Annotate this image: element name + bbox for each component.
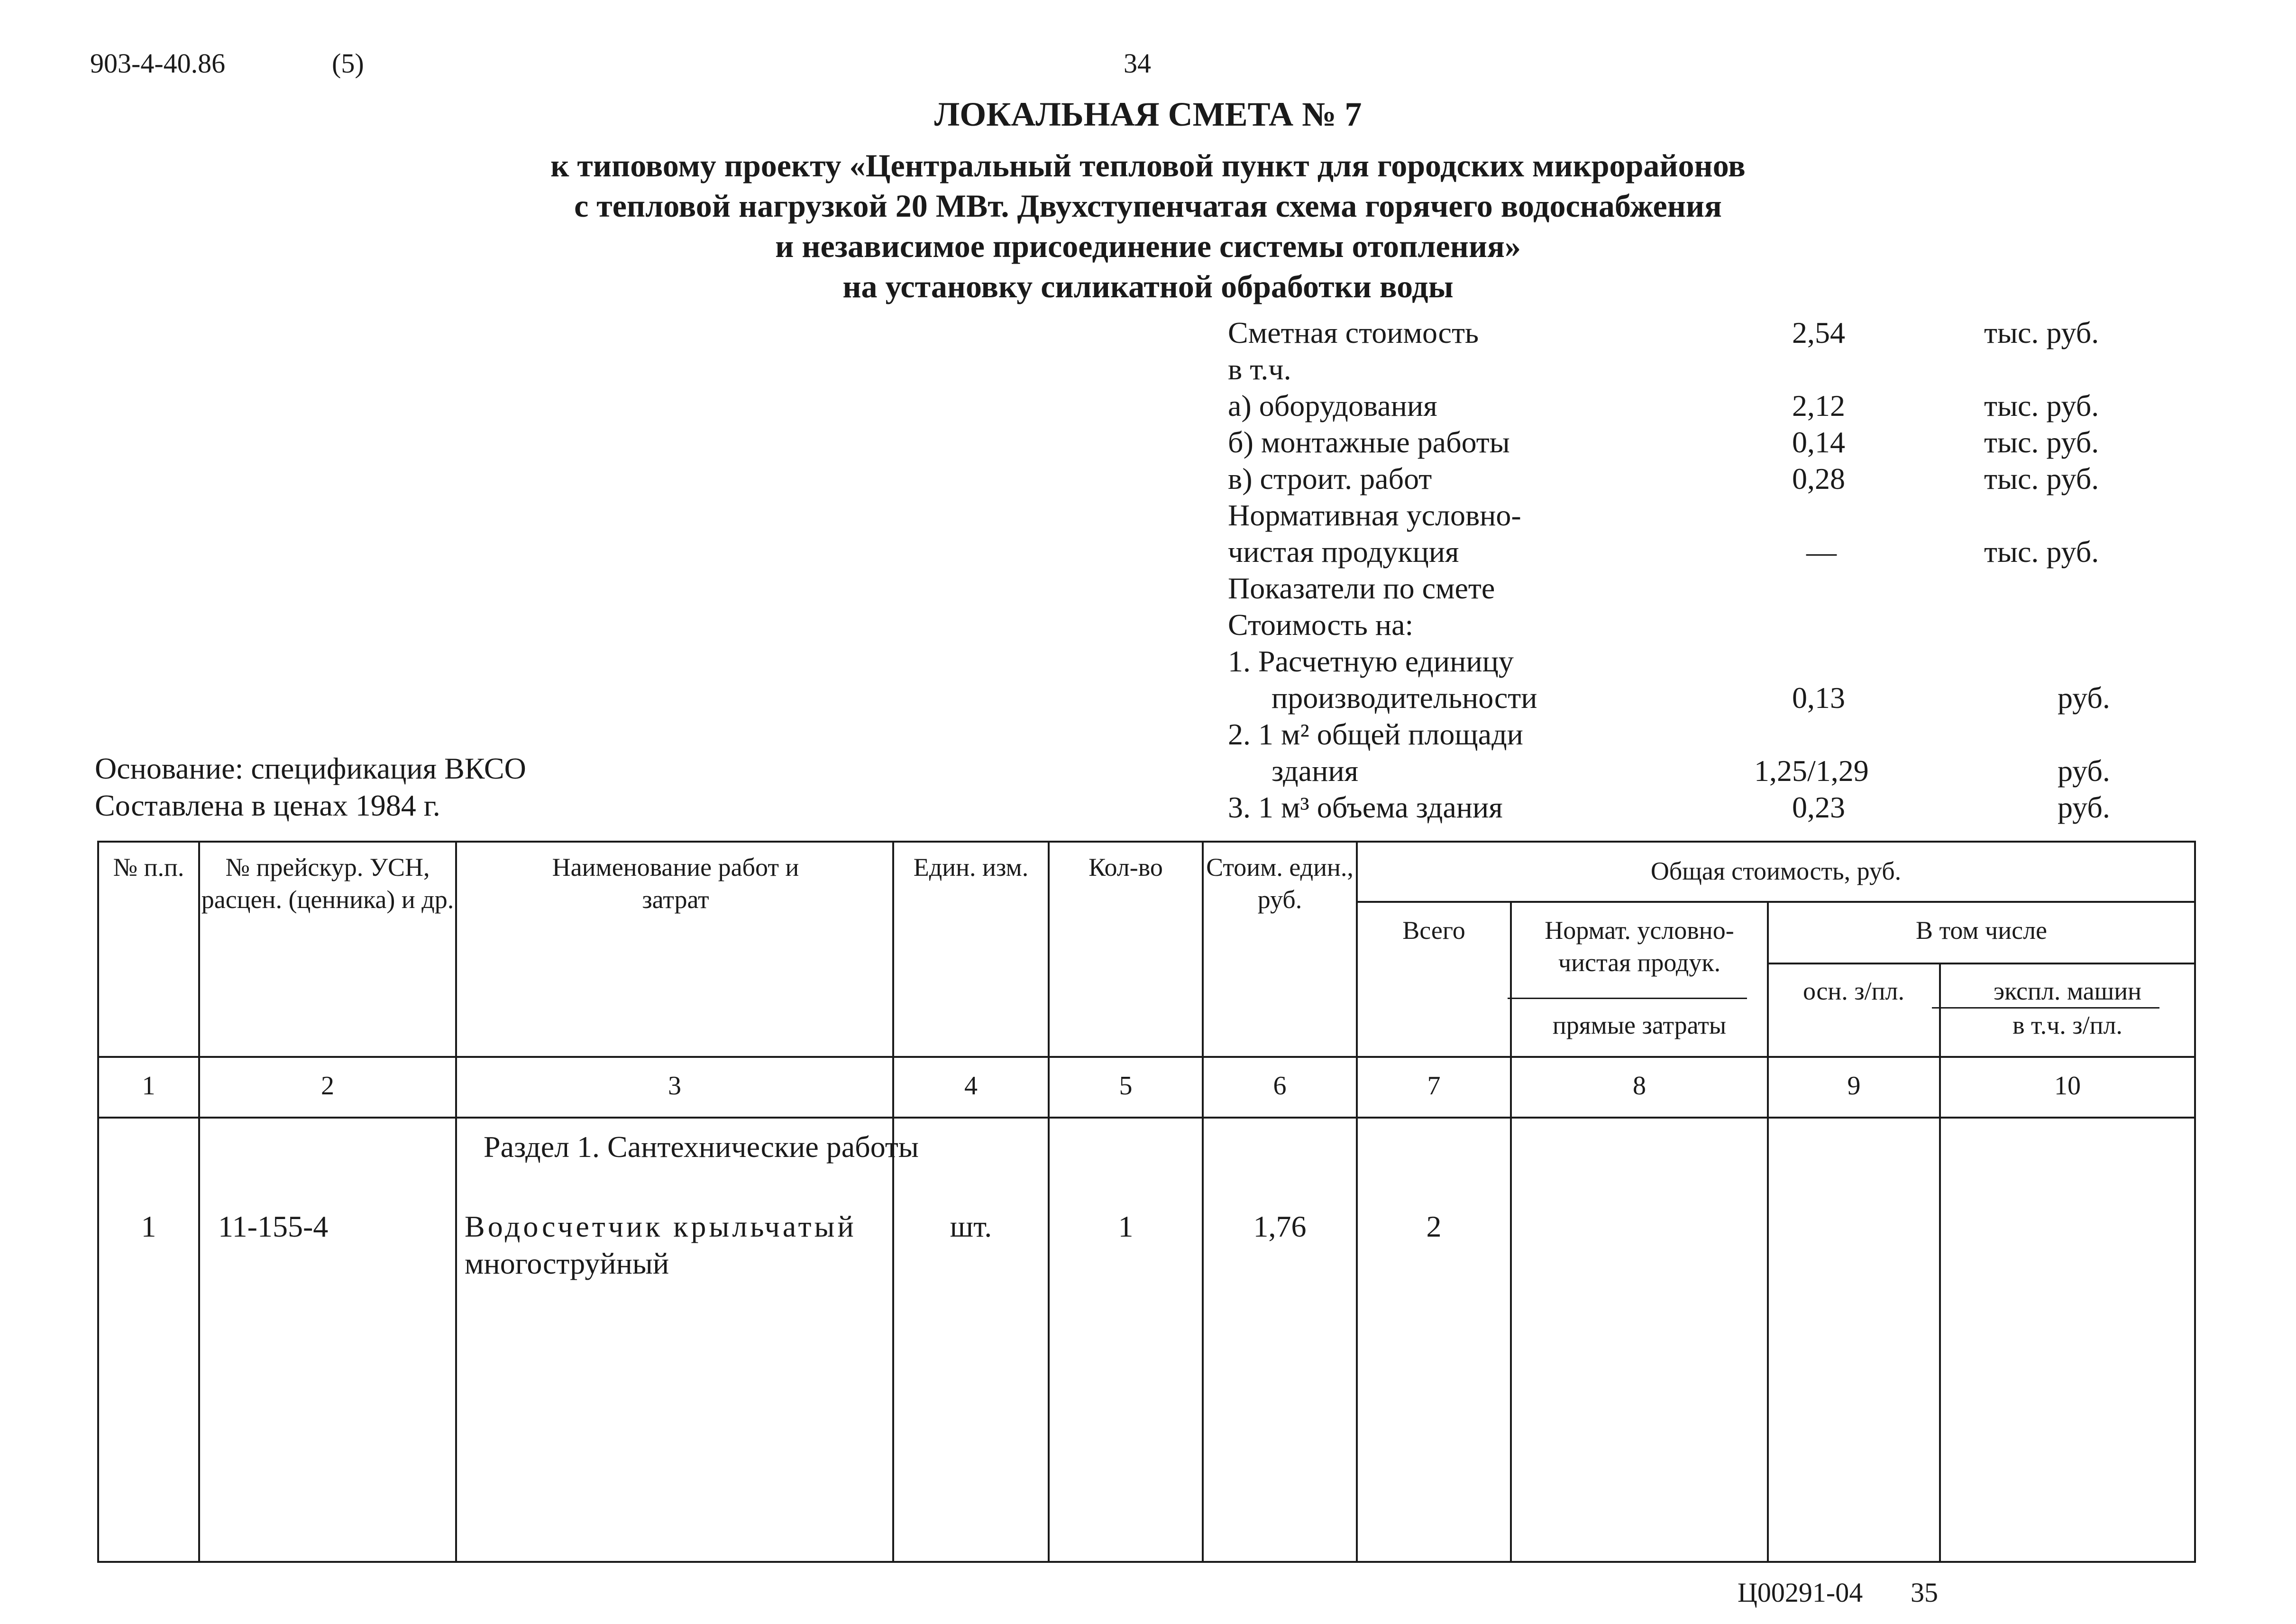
indicator-1-value: 0,13 — [1792, 681, 1845, 715]
column-number-1: 1 — [142, 1071, 156, 1101]
header-direct-costs: прямые затраты — [1552, 1011, 1727, 1039]
installation-label: б) монтажные работы — [1228, 425, 1510, 459]
column-number-4: 4 — [964, 1071, 978, 1101]
indicator-3-unit: руб. — [2058, 790, 2110, 824]
column-number-7: 7 — [1427, 1071, 1441, 1101]
header-total-cost-group: Общая стоимость, руб. — [1650, 857, 1902, 885]
subtitle-line-4: на установку силикатной обработки воды — [842, 268, 1454, 304]
header-unit-cost: Стоим. един., руб. — [1206, 853, 1354, 914]
normative-unit: тыс. руб. — [1984, 535, 2099, 569]
document-title: ЛОКАЛЬНАЯ СМЕТА № 7 — [934, 95, 1362, 133]
indicator-1-unit: руб. — [2058, 681, 2110, 715]
header-machine-salary: в т.ч. з/пл. — [2012, 1011, 2122, 1039]
indicators-label: Показатели по смете — [1228, 571, 1495, 605]
basis-prices: Составлена в ценах 1984 г. — [95, 789, 440, 822]
row-number: 1 — [141, 1210, 156, 1243]
row-total: 2 — [1426, 1210, 1442, 1243]
header-total: Всего — [1402, 916, 1465, 945]
installation-value: 0,14 — [1792, 425, 1845, 459]
footer-code: Ц00291-04 — [1738, 1577, 1863, 1608]
header-work-name: Наименование работ и затрат — [552, 853, 799, 914]
row-price-code: 11-155-4 — [218, 1210, 329, 1243]
header-number: № п.п. — [113, 853, 184, 881]
normative-value: — — [1806, 535, 1837, 569]
column-number-10: 10 — [2054, 1071, 2081, 1101]
total-cost-label: Сметная стоимость — [1228, 316, 1479, 349]
column-number-5: 5 — [1119, 1071, 1133, 1101]
subtitle-line-3: и независимое присоединение системы отопления» — [775, 228, 1521, 264]
equipment-unit: тыс. руб. — [1984, 389, 2099, 422]
installation-unit: тыс. руб. — [1984, 425, 2099, 459]
subtitle-line-2: с тепловой нагрузкой 20 МВт. Двухступенчатая схема горячего водоснабжения — [574, 188, 1722, 224]
total-cost-unit: тыс. руб. — [1984, 316, 2099, 349]
column-number-6: 6 — [1273, 1071, 1287, 1101]
row-unit-cost: 1,76 — [1253, 1210, 1307, 1243]
row-quantity: 1 — [1118, 1210, 1134, 1243]
indicator-1-label: 1. Расчетную единицу — [1228, 644, 1514, 678]
document-code: 903-4-40.86 — [90, 48, 226, 79]
normative-label-1: Нормативная условно- — [1228, 498, 1521, 532]
section-title: Раздел 1. Сантехнические работы — [484, 1130, 919, 1164]
indicator-3-value: 0,23 — [1792, 790, 1845, 824]
header-unit: Един. изм. — [913, 853, 1029, 881]
header-machine-operation: экспл. машин — [1993, 977, 2142, 1005]
header-including-group: В том числе — [1916, 916, 2047, 945]
row-work-name-cont: многоструйный — [465, 1247, 669, 1280]
indicator-2-value: 1,25/1,29 — [1754, 754, 1869, 788]
including-label: в т.ч. — [1228, 352, 1291, 386]
indicator-2-label: 2. 1 м² общей площади — [1228, 717, 1523, 751]
header-price-code: № прейскур. УСН, расцен. (ценника) и др. — [201, 853, 454, 914]
equipment-value: 2,12 — [1792, 389, 1845, 422]
equipment-label: а) оборудования — [1228, 389, 1437, 422]
row-unit: шт. — [950, 1210, 992, 1243]
indicator-3-label: 3. 1 м³ объема здания — [1228, 790, 1503, 824]
construction-label: в) строит. работ — [1228, 462, 1432, 495]
total-cost-value: 2,54 — [1792, 316, 1845, 349]
row-work-name: Водосчетчик крыльчатый — [465, 1210, 857, 1243]
document-part: (5) — [332, 48, 364, 79]
column-number-8: 8 — [1633, 1071, 1646, 1101]
footer-page-number: 35 — [1911, 1577, 1938, 1608]
header-quantity: Кол-во — [1089, 853, 1163, 881]
column-number-3: 3 — [668, 1071, 681, 1101]
indicator-1-label-cont: производительности — [1271, 681, 1537, 715]
cost-per-label: Стоимость на: — [1228, 608, 1414, 642]
page-number: 34 — [1124, 48, 1151, 79]
construction-unit: тыс. руб. — [1984, 462, 2099, 495]
basis-specification: Основание: спецификация ВКСО — [95, 752, 526, 785]
normative-label-2: чистая продукция — [1228, 535, 1459, 569]
indicator-2-unit: руб. — [2058, 754, 2110, 788]
header-base-salary: осн. з/пл. — [1803, 977, 1904, 1005]
column-number-2: 2 — [321, 1071, 334, 1101]
header-normative-production: Нормат. условно-чистая продук. — [1545, 916, 1734, 977]
subtitle-line-1: к типовому проекту «Центральный тепловой пункт для городских микрорайонов — [550, 147, 1746, 184]
construction-value: 0,28 — [1792, 462, 1845, 495]
column-number-9: 9 — [1847, 1071, 1861, 1101]
indicator-2-label-cont: здания — [1271, 754, 1359, 788]
